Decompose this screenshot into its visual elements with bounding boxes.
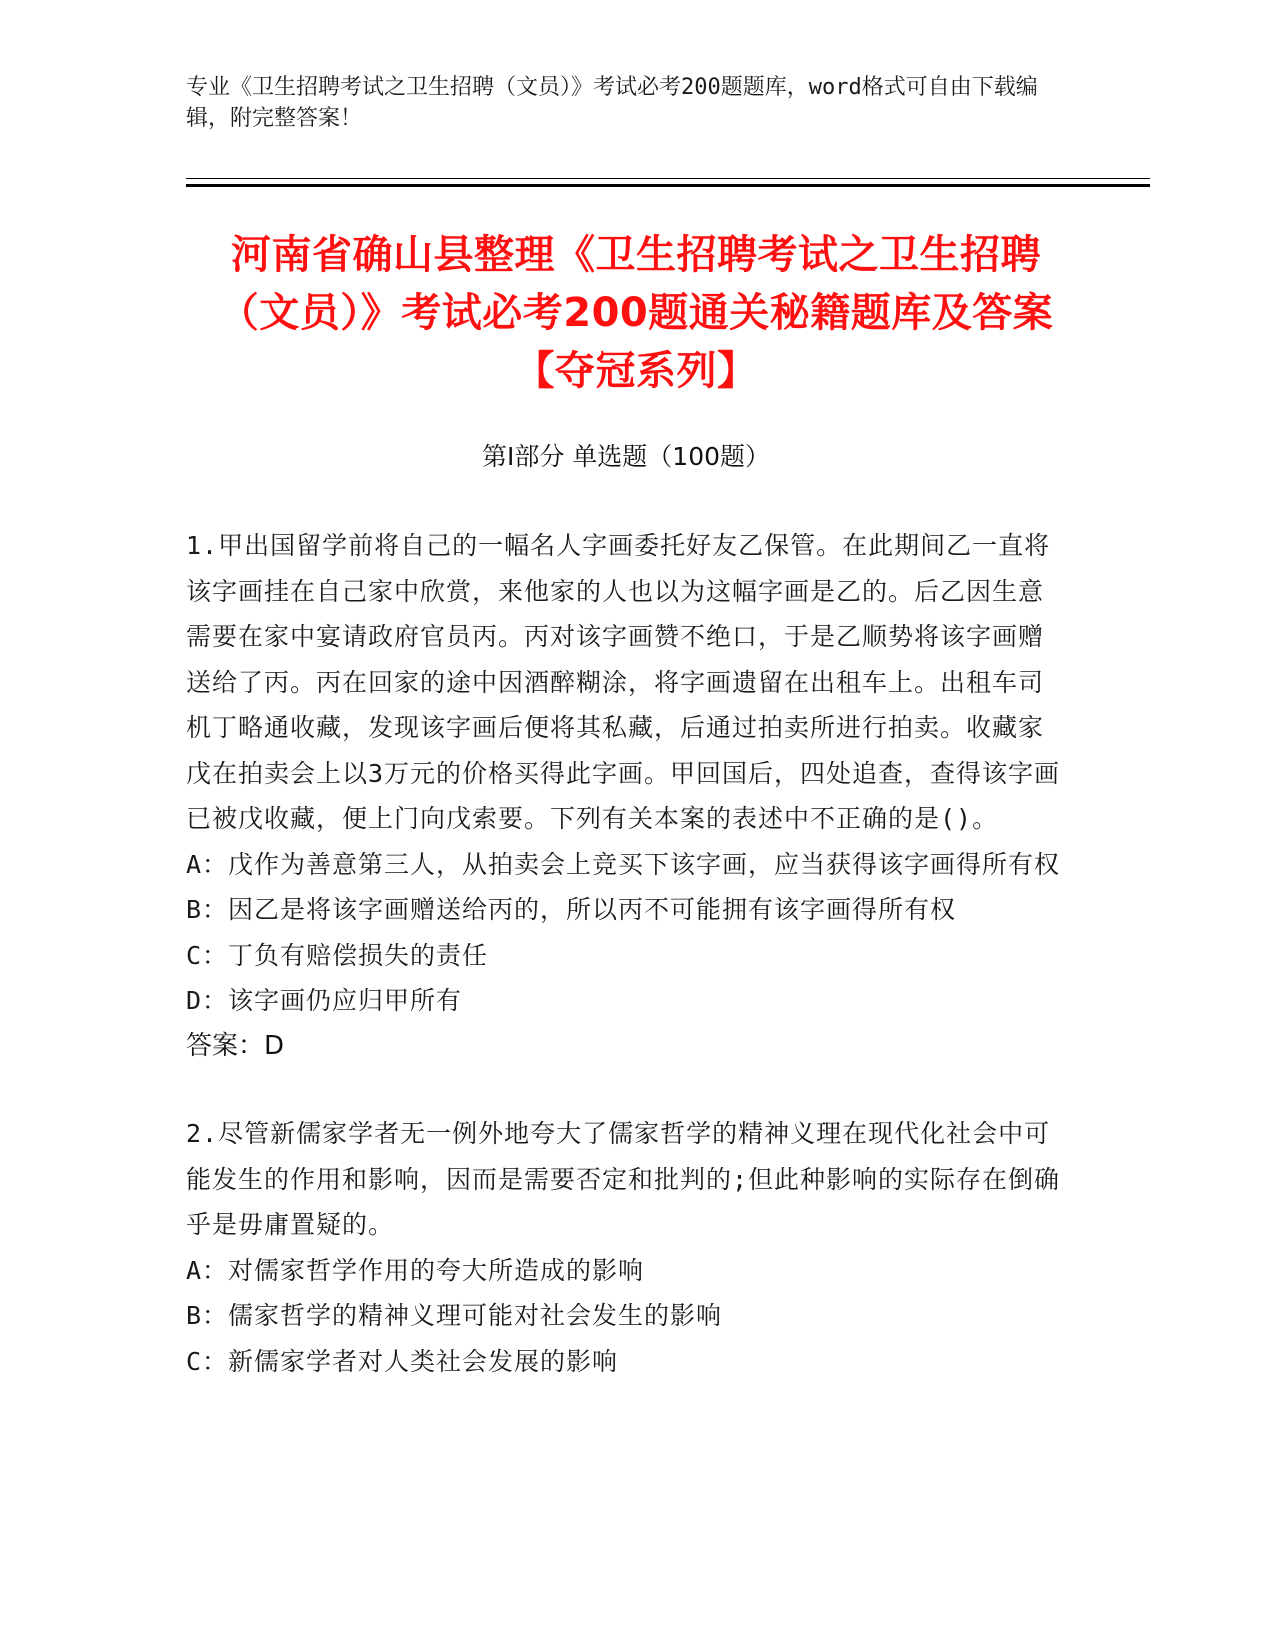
question-list <box>186 523 1066 1426</box>
question-answer: 答案：D <box>186 1030 285 1061</box>
document-title: 河南省确山县整理《卫生招聘考试之卫生招聘（文员）》考试必考200题通关秘籍题库及答案【夺冠系列】 <box>218 232 1054 394</box>
question-option-a: A：戊作为善意第三人，从拍卖会上竞买下该字画，应当获得该字画得所有权 <box>186 849 1061 879</box>
question-option-d: D：该字画仍应归甲所有 <box>186 986 463 1015</box>
question-option-b: B：因乙是将该字画赠送给丙的，所以丙不可能拥有该字画得所有权 <box>186 895 957 924</box>
question-option-b: B：儒家哲学的精神义理可能对社会发生的影响 <box>186 1301 723 1330</box>
header-note: 专业《卫生招聘考试之卫生招聘（文员）》考试必考200题题库，word格式可自由下载编辑，附完整答案！ <box>186 75 1038 131</box>
section-title: 第Ⅰ部分 单选题（100题） <box>481 442 771 471</box>
question-text: 2.尽管新儒家学者无一例外地夸大了儒家哲学的精神义理在现代化社会中可能发生的作用和影响，因而是需要否定和批判的;但此种影响的实际存在倒确乎是毋庸置疑的。 <box>186 1119 1061 1239</box>
question-text: 1.甲出国留学前将自己的一幅名人字画委托好友乙保管。在此期间乙一直将该字画挂在自己家中欣赏，来他家的人也以为这幅字画是乙的。后乙因生意需要在家中宴请政府官员丙。丙对该字画赞不绝口，于是乙顺势将该字画赠送给了丙。丙在回家的途中因酒醉糊涂，将字画遗留在出租车上。出租车司机丁略通收藏，发现该字画后便将其私藏，后通过拍卖所进行拍卖。收藏家戊在拍卖会上以3万元的价格买得此字画。甲回国后，四处追查，查得该字画已被戊收藏，便上门向戊索要。下列有关本案的表述中不正确的是()。 <box>186 531 1061 833</box>
question-item-2 <box>186 1111 1066 1384</box>
question-option-a: A：对儒家哲学作用的夸大所造成的影响 <box>186 1255 645 1285</box>
question-option-c: C：丁负有赔偿损失的责任 <box>186 940 489 970</box>
question-option-c: C：新儒家学者对人类社会发展的影响 <box>186 1346 619 1376</box>
header-divider-thick <box>186 184 1150 187</box>
question-item-1 <box>186 523 1066 1069</box>
header-divider-thin <box>186 178 1150 179</box>
